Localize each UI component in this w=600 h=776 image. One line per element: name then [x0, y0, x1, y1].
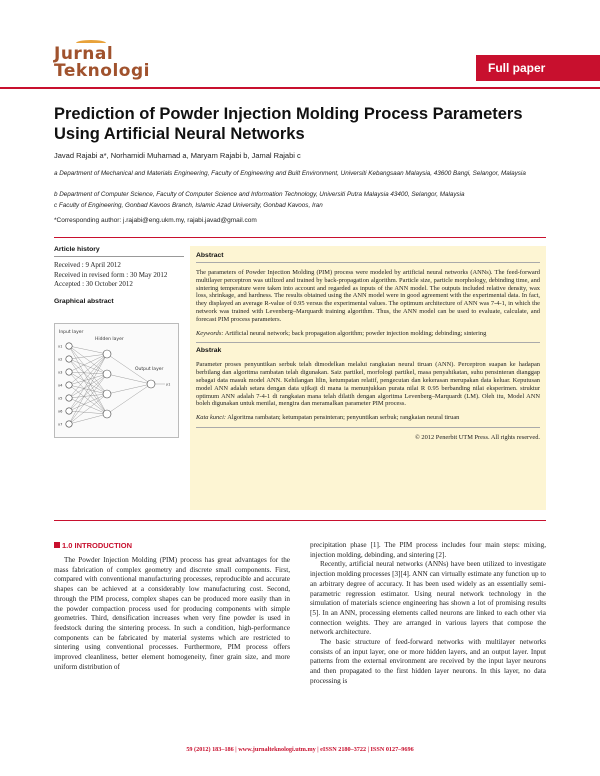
accepted-date: Accepted : 30 October 2012	[54, 280, 133, 288]
graphical-abstract-heading: Graphical abstract	[54, 297, 114, 305]
keywords-label: Keywords:	[196, 329, 224, 337]
header-divider	[0, 87, 600, 89]
input-node-7	[66, 421, 72, 427]
input-x4: x4	[58, 383, 63, 388]
article-info	[54, 246, 184, 305]
page-footer: 59 (2012) 183–186 | www.jurnalteknologi.utm.my | eISSN 2180–3722 | ISSN 0127–9696	[186, 746, 414, 753]
abstrak-heading: Abstrak	[196, 347, 222, 355]
body-divider	[54, 520, 546, 521]
output-layer-label: Output layer	[135, 367, 164, 372]
paper-title: Prediction of Powder Injection Molding Process Parameters Using Artificial Neural Networks	[54, 105, 523, 143]
journal-logo	[54, 46, 150, 80]
intro-left-column	[54, 556, 290, 672]
author-list: Javad Rajabi a*, Norhamidi Muhamad a, Maryam Rajabi b, Jamal Rajabi c	[54, 151, 301, 160]
output-y1: y1	[166, 382, 171, 387]
received-date: Received : 9 April 2012	[54, 261, 121, 269]
input-node-2	[66, 356, 72, 362]
intro-paragraph-4: The basic structure of feed-forward networks with multilayer networks consists of an input layer, one or more hidden layers, and an output layer. Input patterns from the external environment are received by the input layer neurons and then propagated to the first hidden layer neurons. In this layer, no data processing is	[310, 638, 546, 685]
abstract-divider	[54, 237, 546, 238]
affiliation-c: c Faculty of Engineering, Gonbad Kavoos Branch, Islamic Azad University, Gonbad Kavoos, Iran	[54, 202, 323, 209]
graphical-abstract-figure	[54, 323, 179, 438]
affiliation-a: a Department of Mechanical and Materials Engineering, Faculty of Engineering and Built Environment, Universiti Kebangsaan Malaysia, 43600 Bangi, Selangor, Malaysia	[54, 170, 526, 177]
copyright: © 2012 Penerbit UTM Press. All rights reserved.	[414, 433, 540, 441]
history-rule	[54, 256, 184, 257]
kata-kunci-text: Algoritma rambatan; ketumpatan pensinteran; penyuntikan serbuk; rangkaian neural tiruan	[227, 414, 460, 422]
section-heading-intro	[54, 541, 132, 550]
full-paper-badge: Full paper	[476, 55, 600, 81]
output-node	[147, 380, 155, 388]
affiliation-b: b Department of Computer Science, Faculty of Computer Science and Information Technology, Universiti Putra Malaysia 43400, Selangor, Malaysia	[54, 191, 465, 198]
input-x1: x1	[58, 344, 63, 349]
kata-kunci-label: Kata kunci:	[196, 414, 226, 422]
abstract-text: The parameters of Powder Injection Molding (PIM) process were modeled by artificial neural networks (ANNs). The feed-forward multilayer perceptron was utilized and trained by back-propagation algorithm. Particle size, particle morphology, debinding time, and sintering temperature were taken into account and regarded as inputs of the ANN model. The outputs included relative density, wax loss, shrinkage, and hardness. The results obtained using the ANN model were in good agreement with the experimental data. In fact, they displayed an average R-value of 0.95 versus the experimental values. The optimum architecture of ANN was 7-4-1, in which the network was trained with Levenberg–Marquardt training algorithm. Thus, the ANN model can be used to evaluate, calculate, and forecast PIM process parameters.	[196, 269, 540, 323]
input-layer-label: Input layer	[59, 330, 84, 335]
logo-line1: Jurnal	[54, 44, 114, 64]
abstrak-text: Parameter proses penyuntikan serbuk telah dimodelkan melalui rangkaian neural tiruan (ANN). Perceptron suapan ke hadapan berbilang dan algoritma rambatan telah digunakan. Saiz partikel, morfologi partikel, masa penyahikatan, suhu pensinteran dianggap sebagai data masuk model ANN. Kehilangan lilin, ketumpatan relatif, pengecutan dan kekerasan merupakan data keluar. Keputusan model ANN adalah setara dengan data ujikaji di mana ia menunjukkan purata nilai R 0.95 berbanding nilai eksperimen. struktur optimum ANN adalah 7-4-1 di rangkaian mana telah dilatih dengan algoritma Levenberg–Marquardt (LM). Oleh itu, Model ANN boleh digunakan untuk menilai, mengira dan meramalkan parameter PIM process.	[196, 361, 540, 408]
hidden-node-3	[103, 390, 111, 398]
revised-date: Received in revised form : 30 May 2012	[54, 270, 168, 279]
keywords-text: Artificial neural network; back propagation algorithm; powder injection molding; debinding; sintering	[224, 329, 487, 337]
intro-right-column	[310, 541, 546, 687]
hidden-node-4	[103, 410, 111, 418]
input-x5: x5	[58, 396, 63, 401]
input-node-1	[66, 343, 72, 349]
abstract-box	[190, 246, 546, 510]
copyright-separator	[196, 427, 540, 428]
history-heading: Article history	[54, 246, 100, 253]
input-x7: x7	[58, 422, 63, 427]
hidden-node-1	[103, 350, 111, 358]
ann-diagram	[55, 324, 180, 439]
intro-paragraph-2: precipitation phase [1]. The PIM process includes four main steps: mixing, injection molding, debinding, and sintering [2].	[310, 541, 546, 559]
abstract-heading: Abstract	[196, 249, 540, 263]
input-node-5	[66, 395, 72, 401]
hidden-layer-label: Hidden layer	[95, 337, 124, 342]
intro-paragraph-3: Recently, artificial neural networks (ANNs) have been utilized to investigate injection molding processes [3][4]. ANN can virtually estimate any function up to an arbitrary degree of accuracy. It has been used widely as an essentially semi-parametric regression estimator. Using neural network technology in the simulation of materials science engineering has shown a lot of promising results [5]. In an ANN, processing elements called neurons are linked to each other via connection weights. They are arranged in various layers that compose the network architecture.	[310, 560, 546, 637]
input-x2: x2	[58, 357, 63, 362]
input-x6: x6	[58, 409, 63, 414]
input-node-3	[66, 369, 72, 375]
input-x3: x3	[58, 370, 63, 375]
keywords	[196, 330, 540, 338]
intro-paragraph-1: The Powder Injection Molding (PIM) process has great advantages for the mass fabrication of complex geometry and discrete small components. First, compared with conventional manufacturing processes, reproducible and accurate shapes can be achieved at a considerably low manufacturing cost. Second, through the PIM process, complex shapes can be produced more easily than in the powder compaction process used for producing components with simple geometries. Third, densification increases when very fine powder is used in feedstock during the sintering process. In such a condition, high-performance components can be fabricated by material systems which are restricted to sintering using conventional processes. Furthermore, PIM process offers improved cleanliness, better element homogeneity, finer grain size, and more uniform distribution of	[54, 556, 290, 671]
logo-line2: Teknologi	[54, 61, 150, 81]
corresponding-author: *Corresponding author: j.rajabi@eng.ukm.my, rajabi.javad@gmail.com	[54, 217, 257, 224]
section-heading-text: 1.0 INTRODUCTION	[62, 541, 133, 550]
input-node-6	[66, 408, 72, 414]
kata-kunci	[196, 414, 540, 422]
input-node-4	[66, 382, 72, 388]
hidden-node-2	[103, 370, 111, 378]
abstract-separator	[196, 342, 540, 343]
section-bullet-icon	[54, 542, 60, 548]
